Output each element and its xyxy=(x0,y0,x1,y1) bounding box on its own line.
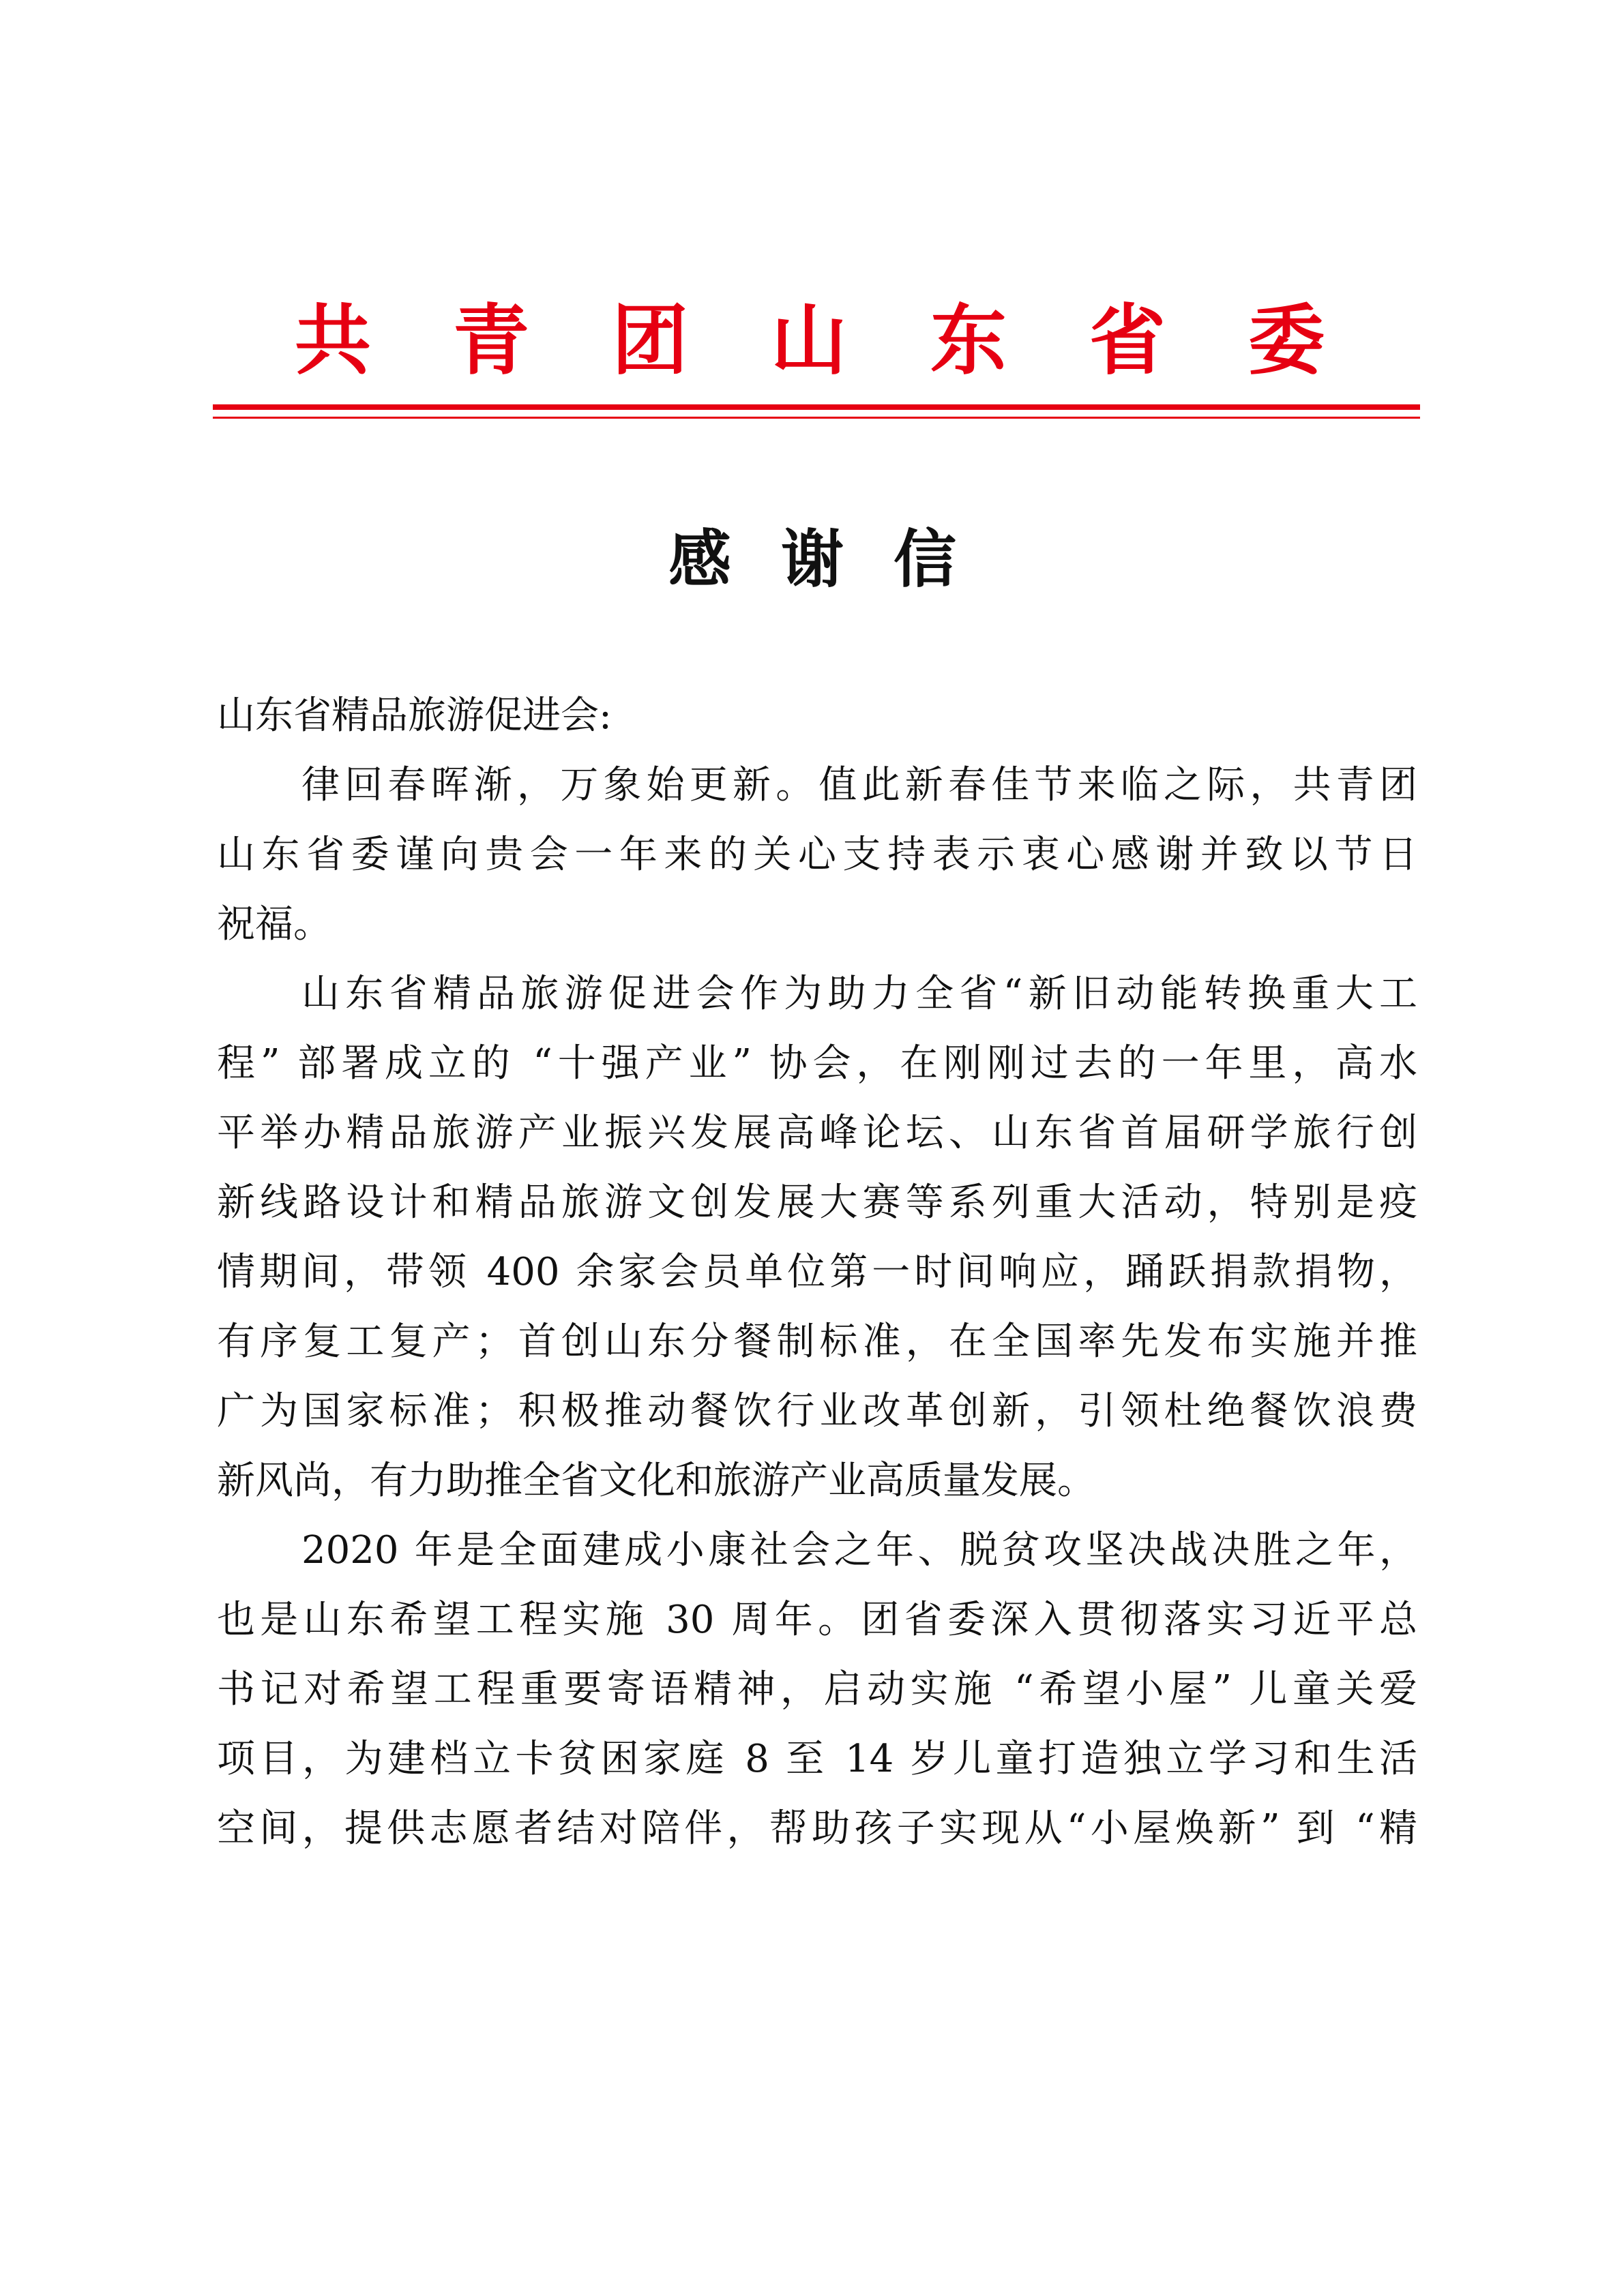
body-line: 新线路设计和精品旅游文创发展大赛等系列重大活动，特别是疫 xyxy=(217,1180,1417,1225)
letterhead-char: 山 xyxy=(771,296,847,385)
body-line: 空间，提供志愿者结对陪伴，帮助孩子实现从“小屋焕新” 到 “精 xyxy=(217,1806,1417,1851)
body-line: 项目，为建档立卡贫困家庭 8 至 14 岁儿童打造独立学习和生活 xyxy=(217,1737,1417,1781)
body-line: 有序复工复产；首创山东分餐制标准，在全国率先发布实施并推 xyxy=(217,1320,1417,1364)
letterhead-char: 团 xyxy=(612,296,688,385)
body-line: 也是山东希望工程实施 30 周年。团省委深入贯彻落实习近平总 xyxy=(217,1598,1417,1642)
page-title xyxy=(0,518,1624,600)
body-line: 山东省精品旅游促进会作为助力全省“新旧动能转换重大工 xyxy=(301,972,1417,1016)
body-line: 新风尚，有力助推全省文化和旅游产业高质量发展。 xyxy=(217,1459,1095,1503)
body-line: 2020 年是全面建成小康社会之年、脱贫攻坚决战决胜之年， xyxy=(301,1528,1417,1572)
title-char: 谢 xyxy=(781,522,844,596)
body-line: 山东省委谨向贵会一年来的关心支持表示衷心感谢并致以节日 xyxy=(217,833,1417,877)
letterhead xyxy=(213,286,1420,396)
title-char: 感 xyxy=(668,522,732,596)
body-line: 广为国家标准；积极推动餐饮行业改革创新，引领杜绝餐饮浪费 xyxy=(217,1389,1417,1433)
body-line: 平举办精品旅游产业振兴发展高峰论坛、山东省首届研学旅行创 xyxy=(217,1111,1417,1155)
body-line: 程” 部署成立的 “十强产业” 协会，在刚刚过去的一年里，高水 xyxy=(217,1041,1417,1086)
letterhead-rule-thick xyxy=(213,404,1420,410)
body-line: 祝福。 xyxy=(217,902,331,946)
letterhead-rule-thin xyxy=(213,417,1420,419)
letterhead-char: 青 xyxy=(453,296,529,385)
letterhead-char: 委 xyxy=(1248,296,1325,385)
body-line: 情期间，带领 400 余家会员单位第一时间响应，踊跃捐款捐物， xyxy=(217,1250,1417,1294)
body-line: 书记对希望工程重要寄语精神，启动实施 “希望小屋” 儿童关爱 xyxy=(217,1667,1417,1712)
letterhead-char: 东 xyxy=(930,296,1007,385)
letterhead-char: 共 xyxy=(295,296,371,385)
salutation: 山东省精品旅游促进会: xyxy=(217,694,612,738)
letterhead-char: 省 xyxy=(1089,296,1166,385)
body-line: 律回春晖渐，万象始更新。值此新春佳节来临之际，共青团 xyxy=(301,763,1417,807)
title-char: 信 xyxy=(894,522,957,596)
